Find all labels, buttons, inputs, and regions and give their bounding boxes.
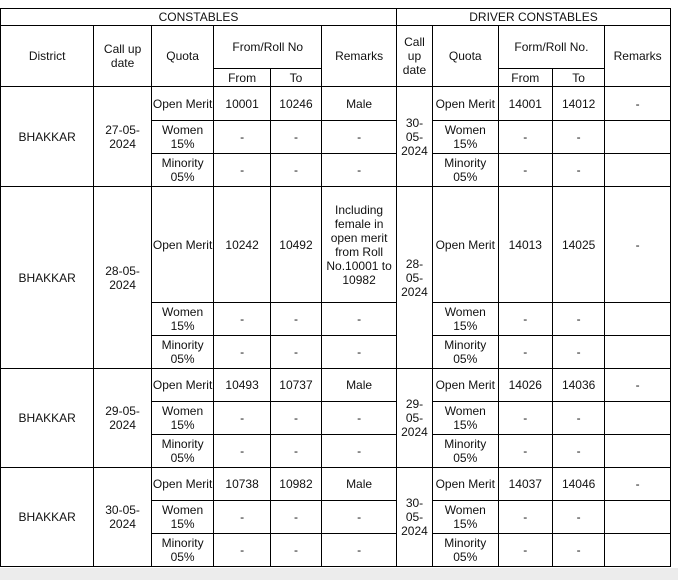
quota-cell: Women 15% bbox=[151, 501, 214, 534]
driver-to-cell: - bbox=[552, 121, 604, 154]
district-cell: BHAKKAR bbox=[1, 87, 94, 187]
from-cell: - bbox=[214, 303, 270, 336]
driver-to-cell: - bbox=[552, 501, 604, 534]
to-cell: - bbox=[270, 154, 321, 187]
header-row-sections bbox=[1, 9, 671, 26]
from-cell: - bbox=[214, 336, 270, 369]
from-cell: 10001 bbox=[214, 87, 270, 121]
driver-remarks-cell bbox=[605, 303, 671, 336]
to-cell: 10492 bbox=[270, 187, 321, 303]
driver-call-up-date-cell: 30-05-2024 bbox=[397, 87, 433, 187]
table-row bbox=[1, 187, 671, 303]
to-cell: - bbox=[270, 336, 321, 369]
remarks-cell: - bbox=[322, 121, 397, 154]
district-cell: BHAKKAR bbox=[1, 468, 94, 567]
from-cell: 10242 bbox=[214, 187, 270, 303]
driver-quota-cell: Open Merit bbox=[432, 468, 498, 501]
from-roll-no-header: From/Roll No bbox=[214, 26, 322, 69]
driver-call-up-date-cell: 29-05-2024 bbox=[397, 369, 433, 468]
driver-call-up-date-cell: 28-05-2024 bbox=[397, 187, 433, 369]
call-up-date-header: Call up date bbox=[94, 26, 151, 87]
district-cell: BHAKKAR bbox=[1, 187, 94, 369]
driver-from-cell: - bbox=[498, 303, 552, 336]
driver-to-header: To bbox=[552, 69, 604, 87]
driver-to-cell: - bbox=[552, 534, 604, 567]
driver-from-cell: - bbox=[498, 435, 552, 468]
quota-cell: Open Merit bbox=[151, 187, 214, 303]
remarks-cell: Including female in open merit from Roll No.10001 to 10982 bbox=[322, 187, 397, 303]
quota-cell: Open Merit bbox=[151, 87, 214, 121]
driver-constables-heading: DRIVER CONSTABLES bbox=[397, 9, 671, 26]
remarks-cell: Male bbox=[322, 468, 397, 501]
table-row bbox=[1, 468, 671, 501]
driver-remarks-header: Remarks bbox=[605, 26, 671, 87]
call-up-date-cell: 27-05-2024 bbox=[94, 87, 151, 187]
bottom-strip bbox=[0, 568, 678, 580]
to-cell: - bbox=[270, 501, 321, 534]
driver-to-cell: - bbox=[552, 303, 604, 336]
driver-quota-cell: Women 15% bbox=[432, 501, 498, 534]
driver-quota-cell: Minority 05% bbox=[432, 336, 498, 369]
from-cell: - bbox=[214, 402, 270, 435]
remarks-cell: - bbox=[322, 435, 397, 468]
quota-cell: Open Merit bbox=[151, 468, 214, 501]
driver-quota-cell: Women 15% bbox=[432, 402, 498, 435]
driver-remarks-cell: - bbox=[605, 187, 671, 303]
to-cell: - bbox=[270, 534, 321, 567]
call-up-date-cell: 29-05-2024 bbox=[94, 369, 151, 468]
table-row bbox=[1, 87, 671, 121]
driver-from-cell: 14013 bbox=[498, 187, 552, 303]
driver-to-cell: - bbox=[552, 154, 604, 187]
quota-cell: Women 15% bbox=[151, 402, 214, 435]
driver-remarks-cell bbox=[605, 501, 671, 534]
remarks-cell: - bbox=[322, 336, 397, 369]
remarks-cell: - bbox=[322, 534, 397, 567]
from-header: From bbox=[214, 69, 270, 87]
driver-to-cell: 14036 bbox=[552, 369, 604, 402]
driver-quota-header: Quota bbox=[432, 26, 498, 87]
driver-from-cell: - bbox=[498, 534, 552, 567]
driver-quota-cell: Women 15% bbox=[432, 303, 498, 336]
driver-from-cell: - bbox=[498, 501, 552, 534]
remarks-header: Remarks bbox=[322, 26, 397, 87]
form-roll-no-header: Form/Roll No. bbox=[498, 26, 605, 69]
to-cell: - bbox=[270, 303, 321, 336]
driver-remarks-cell: - bbox=[605, 87, 671, 121]
driver-remarks-cell bbox=[605, 534, 671, 567]
to-header: To bbox=[270, 69, 321, 87]
district-header: District bbox=[1, 26, 94, 87]
quota-cell: Open Merit bbox=[151, 369, 214, 402]
driver-to-cell: - bbox=[552, 402, 604, 435]
driver-quota-cell: Women 15% bbox=[432, 121, 498, 154]
quota-cell: Minority 05% bbox=[151, 154, 214, 187]
driver-from-cell: 14037 bbox=[498, 468, 552, 501]
driver-call-up-date-cell: 30-05-2024 bbox=[397, 468, 433, 567]
driver-to-cell: - bbox=[552, 435, 604, 468]
driver-quota-cell: Minority 05% bbox=[432, 435, 498, 468]
quota-cell: Minority 05% bbox=[151, 336, 214, 369]
driver-from-cell: 14001 bbox=[498, 87, 552, 121]
quota-cell: Minority 05% bbox=[151, 435, 214, 468]
header-row-columns bbox=[1, 26, 671, 69]
table-row bbox=[1, 369, 671, 402]
from-cell: - bbox=[214, 154, 270, 187]
to-cell: - bbox=[270, 435, 321, 468]
driver-remarks-cell bbox=[605, 435, 671, 468]
from-cell: - bbox=[214, 435, 270, 468]
to-cell: 10246 bbox=[270, 87, 321, 121]
to-cell: - bbox=[270, 402, 321, 435]
remarks-cell: Male bbox=[322, 87, 397, 121]
to-cell: 10982 bbox=[270, 468, 321, 501]
call-up-schedule-table bbox=[0, 8, 671, 567]
driver-from-cell: - bbox=[498, 121, 552, 154]
driver-quota-cell: Open Merit bbox=[432, 369, 498, 402]
constables-heading: CONSTABLES bbox=[1, 9, 397, 26]
remarks-cell: - bbox=[322, 303, 397, 336]
call-up-date-cell: 28-05-2024 bbox=[94, 187, 151, 369]
driver-to-cell: - bbox=[552, 336, 604, 369]
call-up-date-cell: 30-05-2024 bbox=[94, 468, 151, 567]
driver-remarks-cell bbox=[605, 154, 671, 187]
driver-remarks-cell: - bbox=[605, 468, 671, 501]
from-cell: 10738 bbox=[214, 468, 270, 501]
driver-quota-cell: Open Merit bbox=[432, 87, 498, 121]
driver-quota-cell: Minority 05% bbox=[432, 154, 498, 187]
driver-from-cell: - bbox=[498, 402, 552, 435]
remarks-cell: - bbox=[322, 402, 397, 435]
driver-to-cell: 14012 bbox=[552, 87, 604, 121]
driver-quota-cell: Open Merit bbox=[432, 187, 498, 303]
driver-to-cell: 14046 bbox=[552, 468, 604, 501]
quota-cell: Women 15% bbox=[151, 303, 214, 336]
driver-call-up-date-header: Call up date bbox=[397, 26, 433, 87]
from-cell: - bbox=[214, 501, 270, 534]
from-cell: - bbox=[214, 534, 270, 567]
driver-remarks-cell bbox=[605, 121, 671, 154]
quota-cell: Minority 05% bbox=[151, 534, 214, 567]
driver-remarks-cell bbox=[605, 336, 671, 369]
driver-remarks-cell: - bbox=[605, 369, 671, 402]
driver-from-header: From bbox=[498, 69, 552, 87]
driver-from-cell: - bbox=[498, 336, 552, 369]
driver-to-cell: 14025 bbox=[552, 187, 604, 303]
to-cell: - bbox=[270, 121, 321, 154]
remarks-cell: - bbox=[322, 501, 397, 534]
district-cell: BHAKKAR bbox=[1, 369, 94, 468]
driver-from-cell: - bbox=[498, 154, 552, 187]
driver-remarks-cell bbox=[605, 402, 671, 435]
remarks-cell: - bbox=[322, 154, 397, 187]
from-cell: 10493 bbox=[214, 369, 270, 402]
driver-quota-cell: Minority 05% bbox=[432, 534, 498, 567]
remarks-cell: Male bbox=[322, 369, 397, 402]
to-cell: 10737 bbox=[270, 369, 321, 402]
from-cell: - bbox=[214, 121, 270, 154]
driver-from-cell: 14026 bbox=[498, 369, 552, 402]
quota-header: Quota bbox=[151, 26, 214, 87]
quota-cell: Women 15% bbox=[151, 121, 214, 154]
